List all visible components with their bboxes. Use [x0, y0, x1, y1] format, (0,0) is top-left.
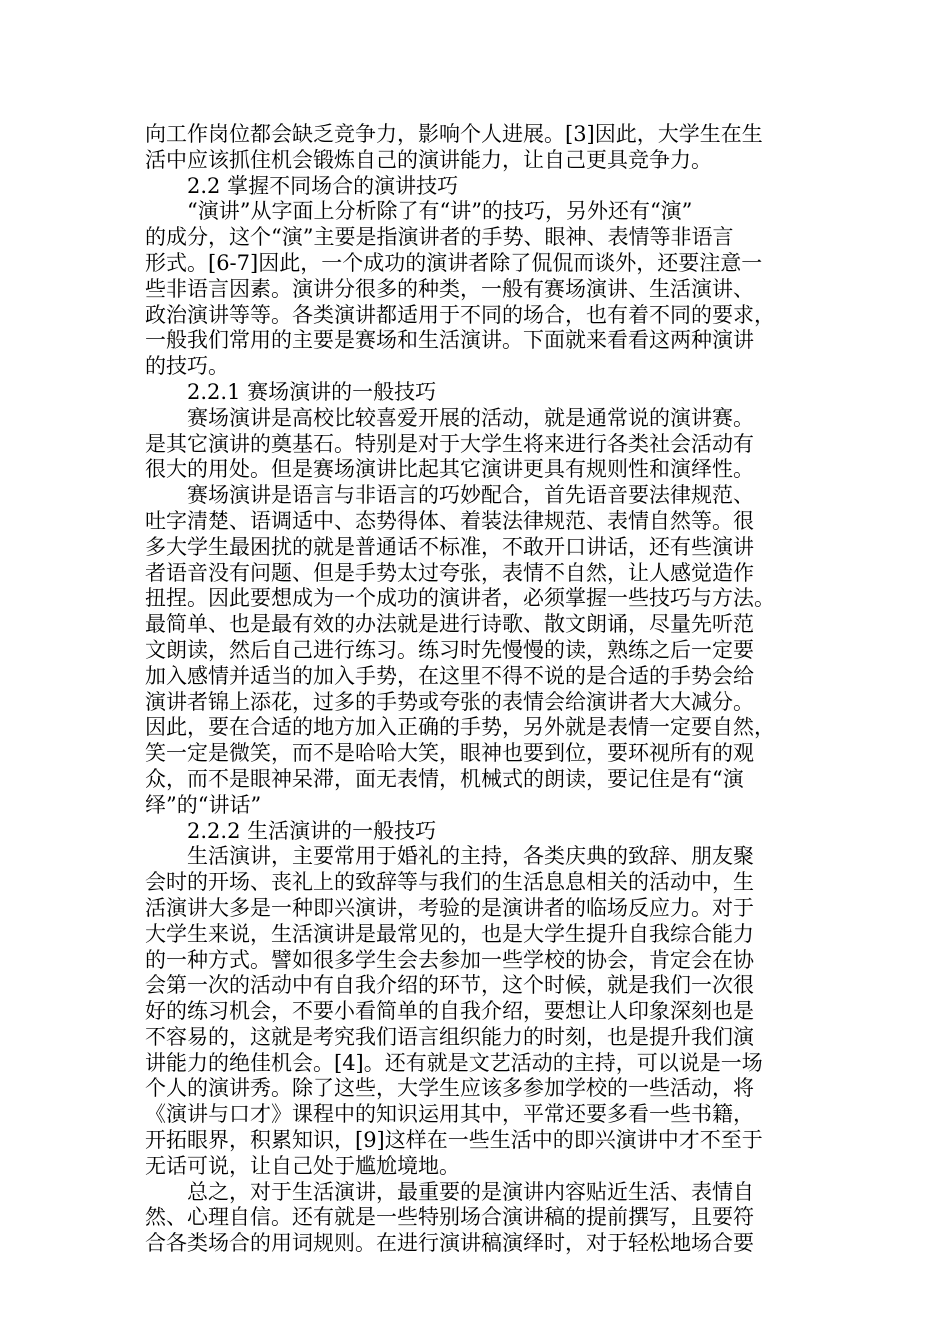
text-line: 形式。[6-7]因此，一个成功的演讲者除了侃侃而谈外，还要注意一 [145, 250, 763, 275]
text-line: 好的练习机会，不要小看简单的自我介绍，要想让人印象深刻也是 [145, 999, 754, 1024]
text-line: 合各类场合的用词规则。在进行演讲稿演绎时，对于轻松地场合要 [145, 1231, 754, 1256]
document-body [145, 122, 805, 1257]
text-line: 绎”的“讲话” [145, 792, 262, 817]
text-line: 因此，要在合适的地方加入正确的手势，另外就是表情一定要自然， [145, 715, 775, 740]
text-line: 无话可说，让自己处于尴尬境地。 [145, 1153, 460, 1178]
text-line: 会第一次的活动中有自我介绍的环节，这个时候，就是我们一次很 [145, 973, 754, 998]
paragraph-first-line: “演讲”从字面上分析除了有“讲”的技巧，另外还有“演” [187, 199, 693, 224]
text-line: 者语音没有问题、但是手势太过夸张，表情不自然，让人感觉造作 [145, 560, 754, 585]
text-line: 吐字清楚、语调适中、态势得体、着装法律规范、表情自然等。很 [145, 508, 754, 533]
text-line: 的技巧。 [145, 354, 229, 379]
text-line: 会时的开场、丧礼上的致辞等与我们的生活息息相关的活动中，生 [145, 870, 754, 895]
section-heading: 2.2 掌握不同场合的演讲技巧 [187, 173, 459, 198]
text-line: 些非语言因素。演讲分很多的种类，一般有赛场演讲、生活演讲、 [145, 276, 754, 301]
text-line: 演讲者锦上添花，过多的手势或夸张的表情会给演讲者大大减分。 [145, 689, 754, 714]
text-line: 开拓眼界，积累知识，[9]这样在一些生活中的即兴演讲中才不至于 [145, 1128, 763, 1153]
text-line: 政治演讲等等。各类演讲都适用于不同的场合，也有着不同的要求， [145, 302, 775, 327]
subsection-heading: 2.2.1 赛场演讲的一般技巧 [187, 379, 437, 404]
text-line: 的一种方式。譬如很多学生会去参加一些学校的协会，肯定会在协 [145, 947, 754, 972]
text-line: 文朗读，然后自己进行练习。练习时先慢慢的读，熟练之后一定要 [145, 637, 754, 662]
text-line: 活演讲大多是一种即兴演讲，考验的是演讲者的临场反应力。对于 [145, 895, 754, 920]
text-line: 向工作岗位都会缺乏竞争力，影响个人进展。[3]因此，大学生在生 [145, 122, 763, 146]
text-line: 众，而不是眼神呆滞，面无表情，机械式的朗读，要记住是有“演 [145, 766, 744, 791]
paragraph-first-line: 赛场演讲是语言与非语言的巧妙配合，首先语音要法律规范、 [187, 483, 754, 508]
text-line: 个人的演讲秀。除了这些，大学生应该多参加学校的一些活动，将 [145, 1076, 754, 1101]
text-line: 《演讲与口才》课程中的知识运用其中，平常还要多看一些书籍， [145, 1102, 754, 1127]
text-line: 一般我们常用的主要是赛场和生活演讲。下面就来看看这两种演讲 [145, 328, 754, 353]
subsection-heading: 2.2.2 生活演讲的一般技巧 [187, 818, 437, 843]
text-line: 最简单、也是最有效的办法就是进行诗歌、散文朗诵，尽量先听范 [145, 612, 754, 637]
paragraph-first-line: 总之，对于生活演讲，最重要的是演讲内容贴近生活、表情自 [187, 1179, 754, 1204]
paragraph-first-line: 赛场演讲是高校比较喜爱开展的活动，就是通常说的演讲赛。 [187, 405, 754, 430]
text-line: 的成分，这个“演”主要是指演讲者的手势、眼神、表情等非语言 [145, 225, 734, 250]
text-line: 笑一定是微笑，而不是哈哈大笑，眼神也要到位，要环视所有的观 [145, 741, 754, 766]
text-line: 加入感情并适当的加入手势，在这里不得不说的是合适的手势会给 [145, 663, 754, 688]
text-line: 扭捏。因此要想成为一个成功的演讲者，必须掌握一些技巧与方法。 [145, 586, 775, 611]
text-line: 很大的用处。但是赛场演讲比起其它演讲更具有规则性和演绎性。 [145, 457, 754, 482]
text-line: 活中应该抓住机会锻炼自己的演讲能力，让自己更具竞争力。 [145, 147, 712, 172]
text-line: 讲能力的绝佳机会。[4]。还有就是文艺活动的主持，可以说是一场 [145, 1050, 763, 1075]
text-line: 不容易的，这就是考究我们语言组织能力的时刻，也是提升我们演 [145, 1024, 754, 1049]
text-line: 多大学生最困扰的就是普通话不标准，不敢开口讲话，还有些演讲 [145, 534, 754, 559]
text-line: 是其它演讲的奠基石。特别是对于大学生将来进行各类社会活动有 [145, 431, 754, 456]
paragraph-first-line: 生活演讲，主要常用于婚礼的主持，各类庆典的致辞、朋友聚 [187, 844, 754, 869]
text-line: 大学生来说，生活演讲是最常见的，也是大学生提升自我综合能力 [145, 921, 754, 946]
text-line: 然、心理自信。还有就是一些特别场合演讲稿的提前撰写，且要符 [145, 1205, 754, 1230]
